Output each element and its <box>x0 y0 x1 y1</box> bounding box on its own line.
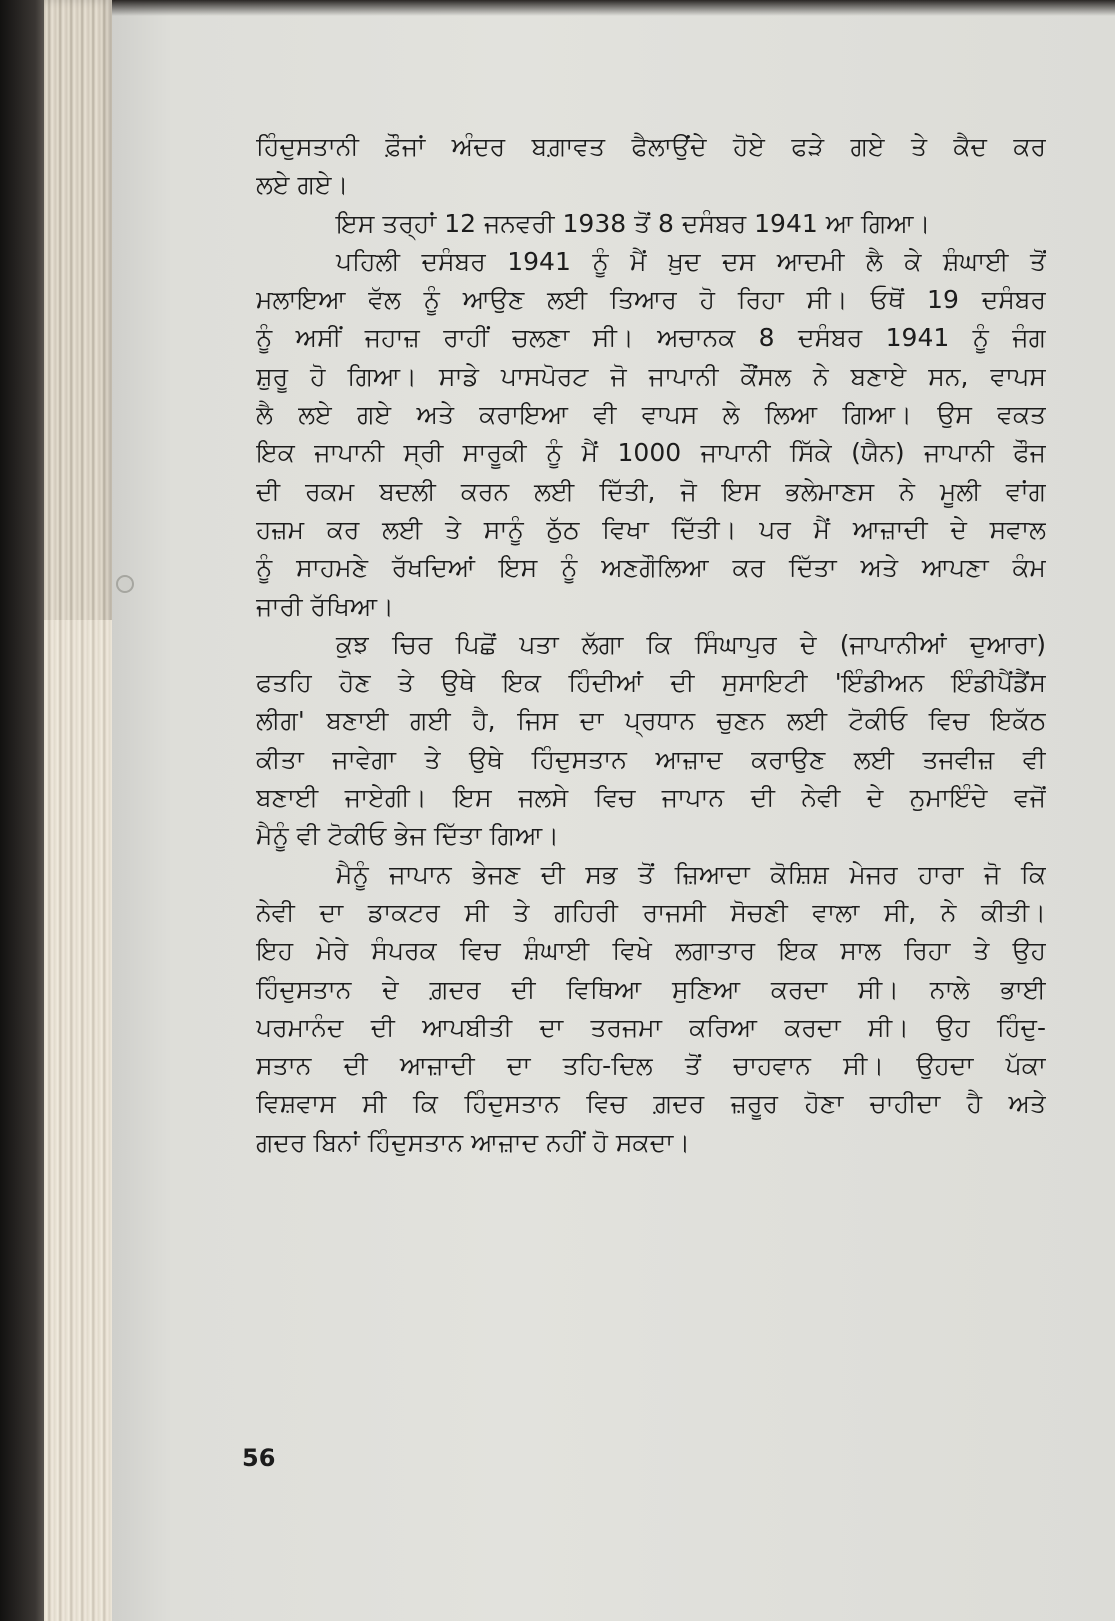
book-page-edges-lower <box>44 620 114 1621</box>
text-line: ਮਲਾਇਆ ਵੱਲ ਨੂੰ ਆਉਣ ਲਈ ਤਿਆਰ ਹੋ ਰਿਹਾ ਸੀ। ਓਥੋਂ 19 ਦਸੰਬਰ <box>256 285 1046 315</box>
text-line: ਕੁਝ ਚਿਰ ਪਿਛੋਂ ਪਤਾ ਲੱਗਾ ਕਿ ਸਿੰਘਾਪੁਰ ਦੇ (ਜਾਪਾਨੀਆਂ ਦੁਆਰਾ) <box>336 629 1046 659</box>
text-line: ਹਜ਼ਮ ਕਰ ਲਈ ਤੇ ਸਾਨੂੰ ਠੁੱਠ ਵਿਖਾ ਦਿੱਤੀ। ਪਰ ਮੈਂ ਆਜ਼ਾਦੀ ਦੇ ਸਵਾਲ <box>256 514 1046 544</box>
paragraph <box>256 128 1046 205</box>
paragraph <box>256 205 1046 243</box>
paragraph <box>256 243 1046 626</box>
text-line: ਪਰਮਾਨੰਦ ਦੀ ਆਪਬੀਤੀ ਦਾ ਤਰਜਮਾ ਕਰਿਆ ਕਰਦਾ ਸੀ। ਉਹ ਹਿੰਦੁ- <box>256 1012 1046 1042</box>
text-line: ਲਏ ਗਏ। <box>256 170 349 200</box>
background-left-edge <box>0 0 44 1621</box>
text-line: ਜਾਰੀ ਰੱਖਿਆ। <box>256 591 394 621</box>
text-line: ਨੇਵੀ ਦਾ ਡਾਕਟਰ ਸੀ ਤੇ ਗਹਿਰੀ ਰਾਜਸੀ ਸੋਚਣੀ ਵਾਲਾ ਸੀ, ਨੇ ਕੀਤੀ। <box>256 897 1046 927</box>
text-line: ਸਤਾਨ ਦੀ ਆਜ਼ਾਦੀ ਦਾ ਤਹਿ-ਦਿਲ ਤੋਂ ਚਾਹਵਾਨ ਸੀ। ਉਹਦਾ ਪੱਕਾ <box>256 1051 1046 1081</box>
text-line: ਵਿਸ਼ਵਾਸ ਸੀ ਕਿ ਹਿੰਦੁਸਤਾਨ ਵਿਚ ਗ਼ਦਰ ਜ਼ਰੂਰ ਹੋਣਾ ਚਾਹੀਦਾ ਹੈ ਅਤੇ <box>256 1089 1046 1119</box>
text-line: ਬਣਾਈ ਜਾਏਗੀ। ਇਸ ਜਲਸੇ ਵਿਚ ਜਾਪਾਨ ਦੀ ਨੇਵੀ ਦੇ ਨੁਮਾਇੰਦੇ ਵਜੋਂ <box>256 783 1046 813</box>
book-page-edges <box>44 0 114 1621</box>
text-line: ਗਦਰ ਬਿਨਾਂ ਹਿੰਦੁਸਤਾਨ ਆਜ਼ਾਦ ਨਹੀਂ ਹੋ ਸਕਦਾ। <box>256 1127 691 1157</box>
text-line: ਹਿੰਦੁਸਤਾਨ ਦੇ ਗ਼ਦਰ ਦੀ ਵਿਥਿਆ ਸੁਣਿਆ ਕਰਦਾ ਸੀ। ਨਾਲੇ ਭਾਈ <box>256 974 1046 1004</box>
text-line: ਇਕ ਜਾਪਾਨੀ ਸ੍ਰੀ ਸਾਰੂਕੀ ਨੂੰ ਮੈਂ 1000 ਜਾਪਾਨੀ ਸਿੱਕੇ (ਯੈਨ) ਜਾਪਾਨੀ ਫੌਜ <box>256 438 1046 468</box>
page-top-shadow <box>112 0 1115 16</box>
page-number: 56 <box>242 1444 276 1472</box>
paragraph <box>256 856 1046 1162</box>
text-line: ਨੂੰ ਸਾਹਮਣੇ ਰੱਖਦਿਆਂ ਇਸ ਨੂੰ ਅਣਗੌਲਿਆ ਕਰ ਦਿੱਤਾ ਅਤੇ ਆਪਣਾ ਕੰਮ <box>256 553 1046 583</box>
text-line: ਦੀ ਰਕਮ ਬਦਲੀ ਕਰਨ ਲਈ ਦਿੱਤੀ, ਜੋ ਇਸ ਭਲੇਮਾਣਸ ਨੇ ਮੂਲੀ ਵਾਂਗ <box>256 476 1046 506</box>
text-line: ਸ਼ੁਰੂ ਹੋ ਗਿਆ। ਸਾਡੇ ਪਾਸਪੋਰਟ ਜੋ ਜਾਪਾਨੀ ਕੌਂਸਲ ਨੇ ਬਣਾਏ ਸਨ, ਵਾਪਸ <box>256 361 1046 391</box>
punch-hole-icon <box>116 575 134 593</box>
text-line: ਲੀਗ' ਬਣਾਈ ਗਈ ਹੈ, ਜਿਸ ਦਾ ਪ੍ਰਧਾਨ ਚੁਣਨ ਲਈ ਟੋਕੀਓ ਵਿਚ ਇਕੱਠ <box>256 706 1046 736</box>
text-line: ਮੈਨੂੰ ਜਾਪਾਨ ਭੇਜਣ ਦੀ ਸਭ ਤੋਂ ਜ਼ਿਆਦਾ ਕੋਸ਼ਿਸ਼ ਮੇਜਰ ਹਾਰਾ ਜੋ ਕਿ <box>336 859 1046 889</box>
text-line: ਇਹ ਮੇਰੇ ਸੰਪਰਕ ਵਿਚ ਸ਼ੰਘਾਈ ਵਿਖੇ ਲਗਾਤਾਰ ਇਕ ਸਾਲ ਰਿਹਾ ਤੇ ਉਹ <box>256 936 1046 966</box>
text-line: ਹਿੰਦੁਸਤਾਨੀ ਫ਼ੌਜਾਂ ਅੰਦਰ ਬਗ਼ਾਵਤ ਫੈਲਾਉਂਦੇ ਹੋਏ ਫੜੇ ਗਏ ਤੇ ਕੈਦ ਕਰ <box>256 132 1046 161</box>
text-line: ਮੈਨੂੰ ਵੀ ਟੋਕੀਓ ਭੇਜ ਦਿੱਤਾ ਗਿਆ। <box>256 821 560 851</box>
text-line: ਲੈ ਲਏ ਗਏ ਅਤੇ ਕਰਾਇਆ ਵੀ ਵਾਪਸ ਲੇ ਲਿਆ ਗਿਆ। ਉਸ ਵਕਤ <box>256 400 1046 430</box>
paragraph <box>256 626 1046 856</box>
text-line: ਕੀਤਾ ਜਾਵੇਗਾ ਤੇ ਉਥੇ ਹਿੰਦੁਸਤਾਨ ਆਜ਼ਾਦ ਕਰਾਉਣ ਲਈ ਤਜਵੀਜ਼ ਵੀ <box>256 744 1046 774</box>
text-line: ਫਤਹਿ ਹੋਣ ਤੇ ਉਥੇ ਇਕ ਹਿੰਦੀਆਂ ਦੀ ਸੁਸਾਇਟੀ 'ਇੰਡੀਅਨ ਇੰਡੀਪੈਂਡੈਂਸ <box>256 668 1046 698</box>
text-line: ਪਹਿਲੀ ਦਸੰਬਰ 1941 ਨੂੰ ਮੈਂ ਖ਼ੁਦ ਦਸ ਆਦਮੀ ਲੈ ਕੇ ਸ਼ੰਘਾਈ ਤੋਂ <box>336 246 1046 276</box>
text-line: ਇਸ ਤਰ੍ਹਾਂ 12 ਜਨਵਰੀ 1938 ਤੋਂ 8 ਦਸੰਬਰ 1941 ਆ ਗਿਆ। <box>336 208 931 238</box>
text-line: ਨੂੰ ਅਸੀਂ ਜਹਾਜ਼ ਰਾਹੀਂ ਚਲਣਾ ਸੀ। ਅਚਾਨਕ 8 ਦਸੰਬਰ 1941 ਨੂੰ ਜੰਗ <box>256 323 1046 353</box>
page-body-text <box>256 128 1046 1162</box>
